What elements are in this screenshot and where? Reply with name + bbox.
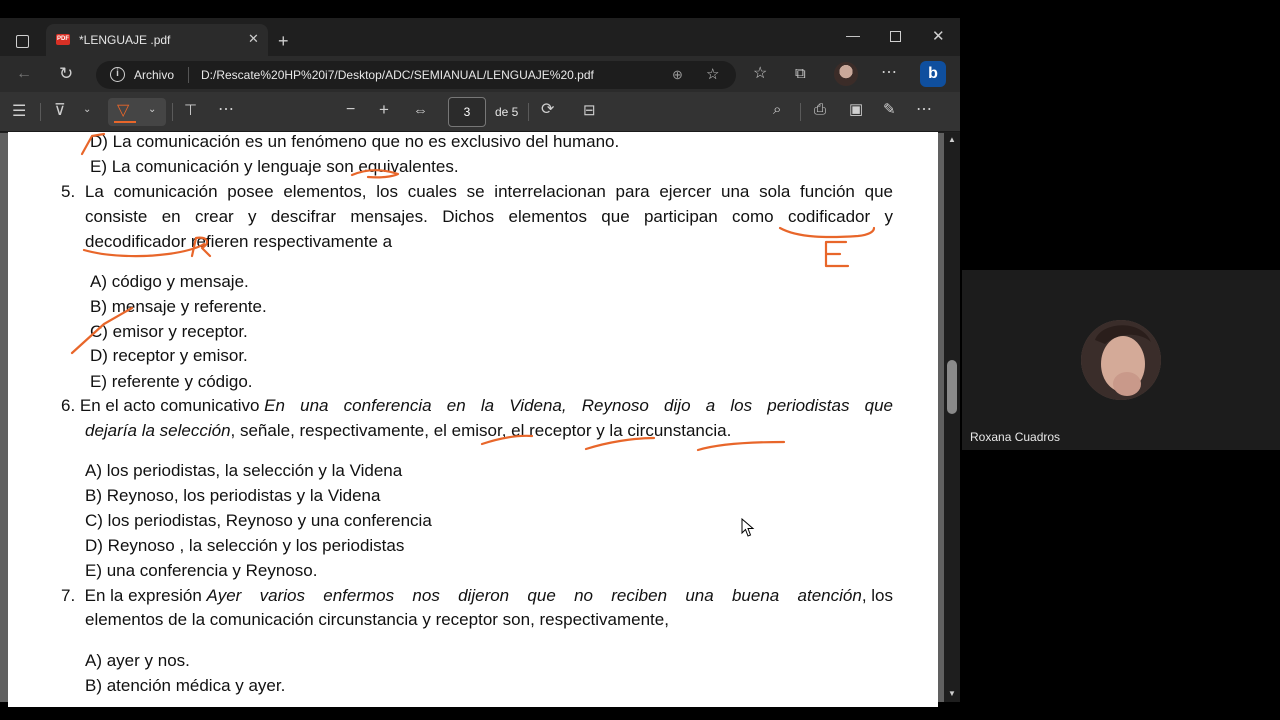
- pdf-page: [8, 132, 938, 707]
- save-icon[interactable]: ▣: [849, 101, 864, 118]
- pdf-viewer[interactable]: [0, 133, 960, 702]
- q4-option-d: D) La comunicación es un fenómeno que no es exclusivo del humano.: [90, 132, 620, 151]
- refresh-icon[interactable]: ↻: [59, 64, 74, 83]
- q5-option-c: C) emisor y receptor.: [90, 322, 248, 341]
- q7-line-1-start: 7. En la expresión: [61, 586, 207, 605]
- q5-option-d: D) receptor y emisor.: [90, 346, 248, 365]
- file-scheme-label: Archivo: [134, 68, 175, 82]
- q6-option-c: C) los periodistas, Reynoso y una conferencia: [85, 511, 432, 530]
- highlight-icon[interactable]: ⊽: [54, 102, 66, 119]
- participant-name: Roxana Cuadros: [970, 430, 1061, 444]
- q7-line-1-end: , los: [861, 586, 893, 605]
- q7-option-b: B) atención médica y ayer.: [85, 676, 286, 695]
- q5-option-e: E) referente y código.: [90, 372, 253, 391]
- q5-line-3: decodificador refieren respectivamente a: [85, 232, 393, 251]
- scroll-down-icon[interactable]: ▼: [948, 689, 956, 698]
- profile-avatar[interactable]: [834, 62, 858, 86]
- page-view-icon[interactable]: ⊟: [583, 102, 596, 119]
- page-number-input[interactable]: 3: [448, 97, 486, 127]
- tab-actions-icon[interactable]: [16, 35, 29, 48]
- page-total: de 5: [495, 105, 519, 119]
- minimize-icon[interactable]: —: [846, 27, 860, 43]
- draw-dropdown-icon[interactable]: ⌄: [148, 104, 157, 115]
- participant-video: [1081, 320, 1161, 400]
- q7-option-a: A) ayer y nos.: [85, 651, 190, 670]
- address-bar: [0, 56, 960, 92]
- q7-line-1: [61, 586, 893, 606]
- tab-title: *LENGUAJE .pdf: [79, 33, 171, 47]
- rotate-icon[interactable]: ⟳: [541, 101, 555, 118]
- q6-option-e: E) una conferencia y Reynoso.: [85, 561, 318, 580]
- q5-option-b: B) mensaje y referente.: [90, 297, 267, 316]
- zoom-icon[interactable]: ⊕: [672, 67, 683, 82]
- back-icon[interactable]: ←: [16, 65, 32, 82]
- search-icon[interactable]: ⌕: [773, 101, 782, 118]
- close-window-icon[interactable]: ✕: [932, 28, 945, 45]
- q6-line-2-quote: dejaría la selección: [85, 421, 231, 440]
- new-tab-icon[interactable]: +: [278, 31, 289, 51]
- q5-line-2: consiste en crear y descifrar mensajes. Dichos elementos que participan como codificador y: [85, 207, 893, 226]
- q6-line-2-rest: , señale, respectivamente, el emisor, el receptor y la circunstancia.: [230, 421, 732, 440]
- q6-line-1-quote: En una conferencia en la Videna, Reynoso dijo a los periodistas que: [264, 396, 893, 415]
- favorites-icon[interactable]: ☆: [753, 65, 768, 82]
- pdf-file-icon: PDF: [56, 34, 70, 45]
- zoom-in-icon[interactable]: +: [379, 100, 389, 119]
- vertical-scrollbar[interactable]: [944, 133, 960, 702]
- tab-lenguaje-pdf[interactable]: [46, 24, 268, 56]
- participant-face-image: [1081, 320, 1161, 400]
- text-icon[interactable]: ⊤: [184, 102, 198, 119]
- scroll-up-icon[interactable]: ▲: [948, 135, 956, 144]
- mouse-cursor-icon: [741, 518, 755, 538]
- add-favorite-icon[interactable]: ☆: [706, 66, 720, 83]
- contents-icon[interactable]: ☰: [12, 103, 27, 120]
- fit-page-icon[interactable]: ⇔: [413, 102, 428, 119]
- browser-window: [0, 18, 960, 702]
- q6-line-1-start: 6. En el acto comunicativo: [61, 396, 265, 415]
- scrollbar-thumb[interactable]: [947, 360, 957, 414]
- url-text[interactable]: D:/Rescate%20HP%20i7/Desktop/ADC/SEMIANUAL/LENGUAJE%20.pdf: [201, 68, 594, 82]
- collections-icon[interactable]: ⧉: [795, 65, 806, 82]
- q5-option-a: A) código y mensaje.: [90, 272, 249, 291]
- more-menu-icon[interactable]: ⋯: [881, 64, 897, 81]
- ink-underline-circunstancia: [698, 442, 784, 450]
- q7-line-1-quote: Ayer varios enfermos nos dijeron que no reciben una buena atención: [206, 586, 862, 605]
- participant-video-tile[interactable]: [962, 270, 1280, 450]
- settings-more-icon[interactable]: ⋯: [916, 101, 932, 118]
- info-icon[interactable]: i: [110, 67, 125, 82]
- save-as-icon[interactable]: ✎: [883, 101, 896, 118]
- print-icon[interactable]: ⎙: [814, 101, 827, 118]
- q7-line-2: elementos de la comunicación circunstancia y receptor son, respectivamente,: [85, 610, 669, 629]
- tab-bar: [0, 18, 960, 56]
- q6-option-b: B) Reynoso, los periodistas y la Videna: [85, 486, 381, 505]
- highlight-dropdown-icon[interactable]: ⌄: [83, 104, 92, 115]
- q6-line-1: [61, 396, 893, 416]
- url-field[interactable]: [96, 61, 736, 89]
- ink-bracket-codificador: [780, 228, 874, 237]
- maximize-icon[interactable]: [890, 31, 901, 42]
- q5-line-1: 5. La comunicación posee elementos, los cuales se interrelacionan para ejercer una sola función que: [61, 182, 893, 201]
- q6-line-2: [85, 421, 731, 441]
- q4-option-e: E) La comunicación y lenguaje son equivalentes.: [90, 157, 459, 176]
- bing-icon[interactable]: b: [920, 61, 946, 87]
- zoom-out-icon[interactable]: −: [346, 101, 356, 118]
- ink-letter-e: [826, 242, 848, 266]
- draw-button[interactable]: [108, 98, 166, 126]
- q6-option-a: A) los periodistas, la selección y la Videna: [85, 461, 403, 480]
- close-tab-icon[interactable]: ✕: [248, 31, 259, 46]
- more-tools-icon[interactable]: ⋯: [218, 101, 234, 118]
- q6-option-d: D) Reynoso , la selección y los periodistas: [85, 536, 405, 555]
- draw-icon: ▽: [117, 102, 130, 119]
- pdf-toolbar: [0, 92, 960, 132]
